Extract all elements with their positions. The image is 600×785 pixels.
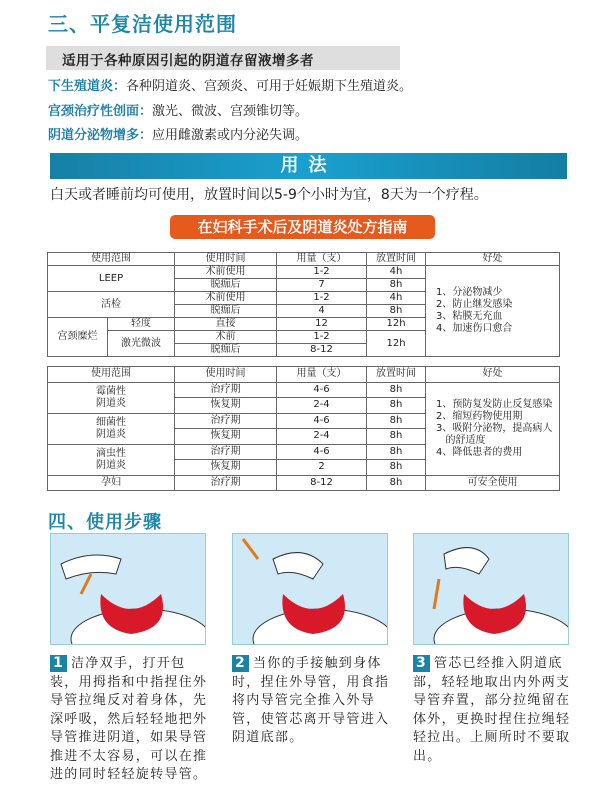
table-cell: 7 [277, 279, 367, 292]
table-cell: 8h [367, 305, 426, 318]
table-cell: 可安全使用 [426, 475, 560, 491]
table-cell: 使用范围 [48, 253, 175, 266]
step-1: 1 洁净双手，打开包装，用拇指和中指捏住外导管拉绳反对着身体，先深呼吸，然后轻轻地把外导管推进阴道，如果导管推进不太容易，可以在推进的同时轻轻旋转导管。 [50, 655, 208, 782]
step-illustration [232, 533, 388, 645]
table-cell: 12h [367, 318, 426, 331]
scope-item: 阴道分泌物增多：应用雌激素或内分泌失调。 [48, 128, 309, 143]
table-cell: 4 [277, 305, 367, 318]
table-cell: 使用时间 [175, 253, 277, 266]
table-cell: 恢复期 [175, 460, 277, 476]
table-cell: 好处 [426, 367, 560, 383]
table-cell: 放置时间 [367, 253, 426, 266]
usage-banner: 用法 [50, 153, 567, 179]
scope-item: 下生殖道炎：各种阴道炎、宫颈炎、可用于妊娠期下生殖道炎。 [48, 79, 413, 94]
table-cell: 2-4 [277, 429, 367, 445]
table-cell: 4h [367, 292, 426, 305]
table-cell: 8h [367, 398, 426, 414]
table-cell: 直接 [175, 318, 277, 331]
table-cell: 用量（支） [277, 367, 367, 383]
table-cell: 8h [367, 413, 426, 429]
table-cell: 滴虫性 阴道炎 [48, 444, 175, 475]
table-cell: 术前使用 [175, 266, 277, 279]
table-row [48, 266, 560, 279]
table-cell: 4-6 [277, 444, 367, 460]
table-cell: 8h [367, 475, 426, 491]
table-header [48, 367, 560, 383]
table-cell: 术前 [175, 331, 277, 344]
table-cell: 1-2 [277, 266, 367, 279]
table-cell: 术前使用 [175, 292, 277, 305]
section-title: 三、平复洁使用范围 [48, 12, 237, 36]
table-cell: 脱痂后 [175, 305, 277, 318]
step-2: 2 当你的手接触到身体时，捏住外导管，用食指将内导管完全推入外导管，使管芯离开导管进入阴道底部。 [232, 655, 390, 745]
table-row [48, 382, 560, 398]
table-cell: 治疗期 [175, 475, 277, 491]
table-cell: 孕妇 [48, 475, 175, 491]
table-cell: 用量（支） [277, 253, 367, 266]
table-cell: 12 [277, 318, 367, 331]
table-cell: 4h [367, 266, 426, 279]
table-cell: 8h [367, 279, 426, 292]
table-cell: 脱痂后 [175, 344, 277, 357]
table-cell: 放置时间 [367, 367, 426, 383]
table-cell: 12h [367, 331, 426, 357]
benefits-cell: 1、分泌物减少 2、防止继发感染 3、粘膜无充血 4、加速伤口愈合 [426, 266, 560, 357]
step-illustration [50, 533, 206, 645]
table-cell: 恢复期 [175, 429, 277, 445]
table-cell: 治疗期 [175, 382, 277, 398]
table-cell: 霉菌性 阴道炎 [48, 382, 175, 413]
table-cell: 8h [367, 444, 426, 460]
section-subtitle: 适用于各种原因引起的阴道存留液增多者 [46, 46, 400, 70]
section-title: 四、使用步骤 [48, 512, 162, 533]
table-row [48, 475, 560, 491]
table-cell: 活检 [48, 292, 175, 318]
table-cell: 治疗期 [175, 413, 277, 429]
step-3: 3 管芯已经推入阴道底部，轻轻地取出内外两支导管弃置，部分拉绳留在体外，更换时捏住拉绳轻轻拉出。上厕所时不要取出。 [413, 655, 571, 764]
table-cell: 1-2 [277, 331, 367, 344]
table-cell: 激光微波 [108, 331, 175, 357]
table-cell: LEEP [48, 266, 175, 292]
table-cell: 使用范围 [48, 367, 175, 383]
table-cell: 8-12 [277, 475, 367, 491]
table-cell: 8h [367, 429, 426, 445]
table-cell: 4-6 [277, 382, 367, 398]
table-cell: 治疗期 [175, 444, 277, 460]
table-cell: 使用时间 [175, 367, 277, 383]
table-header [48, 253, 560, 266]
table-cell: 8-12 [277, 344, 367, 357]
table-cell: 2 [277, 460, 367, 476]
table-cell: 1-2 [277, 292, 367, 305]
table-cell: 8h [367, 460, 426, 476]
table-cell: 恢复期 [175, 398, 277, 414]
table-cell: 细菌性 阴道炎 [48, 413, 175, 444]
scope-item: 宫颈治疗性创面：激光、微波、宫颈锥切等。 [48, 104, 309, 119]
table-cell: 宫颈糜烂 [48, 318, 108, 357]
vaginitis-table [47, 366, 560, 491]
guide-title: 在妇科手术后及阴道炎处方指南 [170, 215, 435, 239]
surgery-table [47, 252, 560, 357]
step-illustration [413, 533, 569, 645]
table-cell: 轻度 [108, 318, 175, 331]
table-cell: 脱痂后 [175, 279, 277, 292]
table-cell: 好处 [426, 253, 560, 266]
usage-text: 白天或者睡前均可使用，放置时间以5-9个小时为宜，8天为一个疗程。 [50, 187, 488, 203]
table-cell: 4-6 [277, 413, 367, 429]
table-cell: 2-4 [277, 398, 367, 414]
table-cell: 8h [367, 382, 426, 398]
benefits-cell: 1、预防复发防止反复感染 2、缩短药物使用期 3、吸附分泌物，提高病人 的舒适度 4、降低患者的费用 [426, 382, 560, 475]
